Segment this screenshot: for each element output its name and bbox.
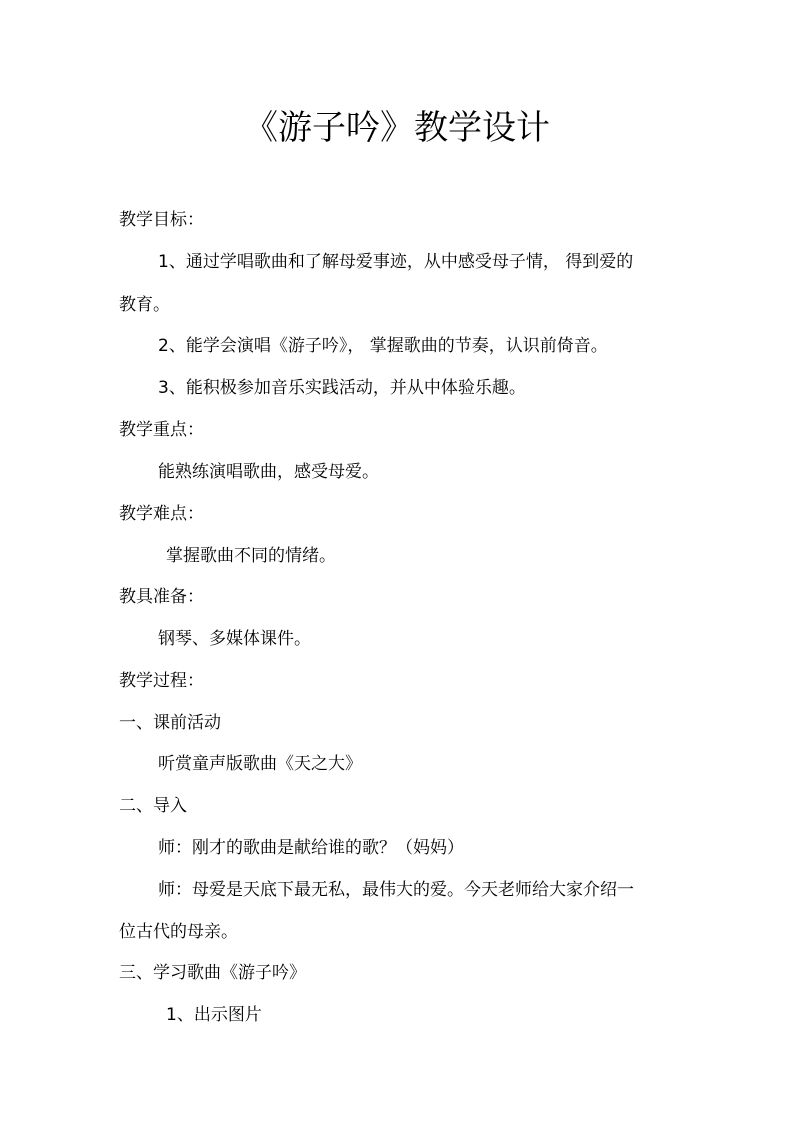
step-1: 1、出示图片	[166, 1005, 262, 1025]
heading-process: 教学过程：	[119, 671, 204, 691]
dialogue-2-continued: 位古代的母亲。	[119, 922, 238, 942]
heading-materials: 教具准备：	[119, 587, 204, 607]
objective-2: 2、能学会演唱《游子吟》， 掌握歌曲的节奏，认识前倚音。	[158, 336, 608, 356]
section-1-text: 听赏童声版歌曲《天之大》	[158, 754, 362, 774]
heading-key-points: 教学重点：	[119, 420, 204, 440]
objective-1-continued: 教育。	[119, 295, 170, 315]
document-title: 《游子吟》教学设计	[244, 108, 550, 148]
materials-text: 钢琴、多媒体课件。	[158, 629, 311, 649]
key-point-text: 能熟练演唱歌曲，感受母爱。	[158, 462, 379, 482]
heading-difficulties: 教学难点：	[119, 504, 204, 524]
section-2-heading: 二、导入	[119, 796, 187, 816]
objective-3: 3、能积极参加音乐实践活动，并从中体验乐趣。	[158, 378, 526, 398]
dialogue-1: 师：刚才的歌曲是献给谁的歌？（妈妈）	[158, 838, 464, 858]
objective-1: 1、通过学唱歌曲和了解母爱事迹，从中感受母子情， 得到爱的	[158, 252, 634, 272]
difficulty-text: 掌握歌曲不同的情绪。	[166, 546, 336, 566]
dialogue-2: 师：母爱是天底下最无私，最伟大的爱。今天老师给大家介绍一	[158, 880, 634, 900]
section-1-heading: 一、课前活动	[119, 713, 221, 733]
heading-objectives: 教学目标：	[119, 210, 204, 230]
section-3-heading: 三、学习歌曲《游子吟》	[119, 963, 306, 983]
